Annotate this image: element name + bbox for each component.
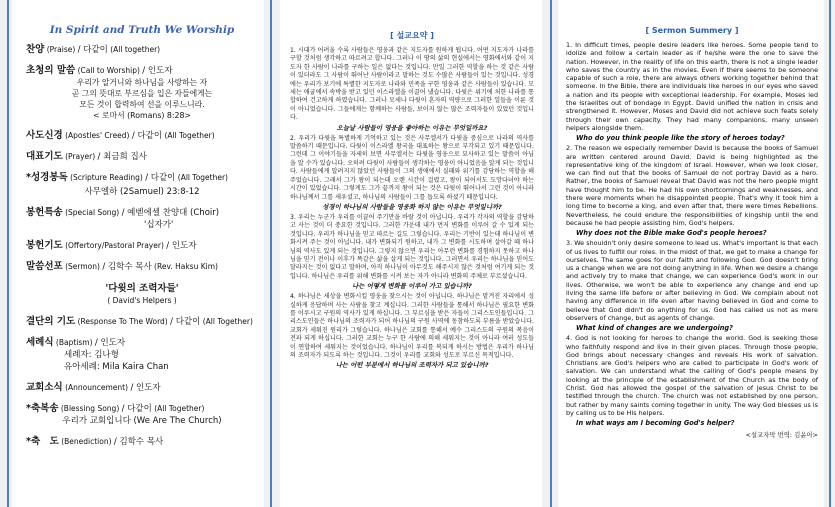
korean-question-3: 나는 어떻게 변화를 이루어 가고 있습니까? — [352, 282, 472, 291]
english-summary-heading: [ Sermon Summery ] — [645, 26, 739, 35]
item-offertory-prayer: 봉헌기도 (Offertory/Pastoral Prayer) / 인도자 — [26, 240, 197, 251]
blessing-song-title: 우리가 교회입니다 (We Are The Church) — [62, 416, 222, 426]
item-call-to-worship: 초청의 말씀 (Call to Worship) / 인도자 우리가 알거니와 하나님을 사랑하는 자 곧 그의 뜻대로 부르심을 입은 자들에게는 모든 것이 합력하여 선을 이루느니라. < 로마서 (Romans) 8:28> — [26, 65, 258, 121]
english-paragraph-2: 2. The reason we especially remember David is because the books of Samuel are written centered around David. David is being highlighted as the representative king of the kingdom of Israel. However, when we look closer, we can find out that the books of Samuel do not portray David as a hero. Rather, the books of Samuel reveal that David was not the hero people might have thought him to be. He had his own shortcomings and weaknesses, and there were moments when he disappointed people. That's why it took him a long time to become a king, and even after that, there were times Rebellions. Nevertheless, he could endure the responsibilities of kingship until the end because he had people assisting him, God's helpers. — [566, 144, 818, 227]
item-scripture-reading: *성경봉독 (Scripture Reading) / 다같이 (All Together) 사무엘하 (2Samuel) 23:8-12 — [26, 172, 258, 198]
korean-paragraph-3: 3. 우리는 누군가 우리를 이끌어 주기만을 바랄 것이 아닙니다. 우리가 각자의 역할을 감당하고 사는 것이 더 중요한 것입니다. 그러한 가운데 내가 먼저 변화를 이루어 갈 수 있게 되는 것입니다. 우리가 하나님을 믿고 따르는 길도 그렇습니다. 우리는 기반이 있는데 하나님이 변화시켜 주는 것이 아닙니다. 내가 변화되기 원하고, 내가 그 변화를 시도하며 살아갈 때 하나님의 역사도 있게 되는 것입니다. 그렇지 않으면 우리는 아무런 변화를 경험하지 못하고 하나님을 믿기 전이나 이후가 똑같은 삶을 살게 되는 것입니다. 그러면서 우리는 하나님을 믿어도 달라지는 것이 없다고 말하며, 아직 하나님이 아무것도 해주시지 않은 것처럼 여기게 되는 것입니다. 하나님은 우리를 위해 변화를 시켜 보는 자가 아니라 변화의 주체로 부르셨습니다. — [290, 213, 534, 280]
english-paragraph-4: 4. God is not looking for heroes to change the world. God is seeking those who faithfully respond and live in their given places. Through those people, God brings about necessary changes and reveals His work of salvation. Christians are God's helpers who are called to participate in God's work of salvation. We can understand what the calling of God's people means by looking at the principle of the establishment of the Church as the body of Christ. God has allowed the gospel of the salvation of Jesus Christ to be testified through the church. The church was not established by one person, but rather by many saints coming together in unity. The way God blesses us is by calling us to be His helpers. — [566, 334, 818, 417]
item-benediction: *축 도 (Benediction) / 김학수 목사 — [26, 436, 164, 447]
column-divider — [829, 0, 831, 507]
item-blessing-song: *축복송 (Blessing Song) / 다같이 (All Together) 우리가 교회입니다 (We Are The Church) — [26, 403, 258, 427]
korean-summary-heading: [ 설교요약 ] — [390, 31, 434, 40]
english-paragraph-1: 1. In difficult times, people desire leaders like heroes. Some people tend to idolize and follow a certain leader as if he/she were the one to save the nation. However, in the reality of life on this earth, there is not a single leader who saves the country as in the movies. Even if there seems to be someone capable of such a role, there are always others working together behind that someone. In the Bible, there are individuals like heroes in our eyes who saved a nation and its people with exceptional leadership. For example, Moses led the Israelites out of bondage in Egypt. David unified the nation in crisis and strengthened it. However, Moses and David did not achieve such feats solely through their own capacity. They had many companions, many unseen helpers alongside them. — [566, 41, 818, 132]
item-praise: 찬양 (Praise) / 다같이 (All together) — [26, 44, 161, 55]
column-divider — [550, 0, 552, 507]
korean-question-2: 성경이 하나님의 사람들을 영웅화 하지 않는 이유는 무엇일니까? — [322, 202, 502, 211]
item-special-song: 봉헌특송 (Special Song) / 예벧에셀 찬양대 (Choir) '십자가' — [26, 207, 258, 231]
sermon-title-english: ( David's Helpers ) — [107, 296, 177, 305]
call-verse: 우리가 알거니와 하나님을 사랑하는 자 곧 그의 뜻대로 부르심을 입은 자들에게는 모든 것이 합력하여 선을 이루느니라. < 로마서 (Romans) 8:28> — [71, 78, 213, 120]
order-of-worship-column — [12, 0, 264, 507]
infant-baptism-candidate: 유아세례: Mila Kaira Chan — [64, 362, 169, 372]
korean-paragraph-1: 1. 시대가 어려울 수록 사람들은 영웅과 같은 지도자를 원하게 됩니다. 어떤 지도자가 나라를 구할 것처럼 생각하고 따르려고 합니다. 그러나 이 땅의 삶의 현실에서는 영화에서와 같이 지도자 한 사람이 나라를 구하는 일은 없다는 것입니다. 만일 그러한 역할을 하는 것 같은 사람이 있더라도 그 사람이 뛰어난 사람이라고 말하는 것도 수많은 사람들이 있는 것입니다. 성경에는 우리가 보기에 특별한 지도자로 나라와 민족을 구한 영웅과 같은 사람들이 있습니다. 모세는 애굽에서 속박을 받고 있던 이스라엘을 이끌어 냈습니다. 다윗은 위기에 처한 나라를 통합하여 건고하게 하였습니다. 그러나 모세나 다윗이 혼자의 역량으로 그러한 일들을 이룬 것이 아니었습니다. 그들에게는 함께하는 사람들, 보이지 않는 많은 조력자들이 있었던 것입니다. — [290, 47, 534, 122]
column-divider — [270, 0, 272, 507]
korean-question-1: 오늘날 사람들이 영웅을 좋아하는 이유는 무엇일까요? — [336, 123, 488, 132]
english-question-3: What kind of changes are we undergoing? — [576, 324, 733, 333]
sermon-title: '다윗의 조력자들' — [105, 283, 179, 294]
item-sermon: 말씀선포 (Sermon) / 김학수 목사 (Rev. Haksu Kim) '다윗의 조력자들' ( David's Helpers ) — [26, 261, 258, 307]
scripture-reference: 사무엘하 (2Samuel) 23:8-12 — [84, 187, 200, 197]
english-question-4: In what ways am I becoming God's helper? — [576, 419, 735, 428]
translator-credit: <설교자막 번역: 김윤아> — [745, 431, 818, 440]
english-question-2: Why does not the Bible make God's people heroes? — [576, 229, 767, 238]
special-song-title: '십자가' — [144, 220, 174, 230]
korean-paragraph-4: 4. 하나님은 세상을 변화시킬 영웅을 찾으시는 것이 아닙니다. 하나님은 맡겨진 자리에서 성실하게 응답하며 사는 사람을 찾고 계십니다. 그러한 사람들을 통해서 하나님은 필요한 변화를 이루시고 구원의 역사가 있게 하십니다. 그 부르심을 받은 자들이 그리스도인들입니다. 그리스도인들은 하나님의 조력자가 되어 하나님의 구원 사역에 동참하도록 부름을 받았습니다. 교회가 세워진 원리가 그렇습니다. 하나님은 교회를 통해서 예수 그리스도의 구원의 복음이 전파 되게 하십니다. 그러한 교회는 누구 한 사람에 의해 세워지는 것이 아니라 여러 성도들이 연합하여 세워지는 것이었습니다. 하나님이 우리를 복되게 하시는 방법은 우리가 하나님의 조력자가 되도록 하는 것입니다. 그것이 우리를 교회와 성도로 부르신 목적입니다. — [290, 293, 534, 359]
item-apostles-creed: 사도신경 (Apostles' Creed) / 다같이 (All Together) — [26, 130, 215, 141]
baptism-candidate: 세례자: 김나형 — [64, 350, 119, 360]
item-announcement: 교회소식 (Announcement) / 인도자 — [26, 382, 161, 393]
english-paragraph-3: 3. We shouldn't only desire someone to lead us. What's important is that each of us lives to fulfill our roles. In the midst of that, we get to make a change for ourselves. The same goes for our faith and following God. God doesn't bring us a change when we are not doing anything in life. When we desire a change and actively try to make that change, we can experience God's work in our lives. Otherwise, we won't be able to experience any change and end up living the same life before or after believing in God. We complain about not having any difference in life even after having believed in God and come to believe that God didn't do anything for us. God has called us not as mere observers of change, but as agents of change. — [566, 239, 818, 322]
korean-sermon-summary-column — [280, 0, 542, 507]
english-question-1: Who do you think people like the story of heroes today? — [576, 134, 785, 143]
item-response: 결단의 기도 (Response To The Word) / 다같이 (All Together) — [26, 316, 253, 327]
worship-title: In Spirit and Truth We Worship — [49, 24, 235, 36]
item-prayer: 대표기도 (Prayer) / 최금희 집사 — [26, 151, 147, 162]
korean-question-4: 나는 어떤 부분에서 하나님의 조력자가 되고 있습니까? — [335, 361, 489, 370]
column-divider — [7, 0, 9, 507]
english-sermon-summary-column — [558, 0, 824, 507]
korean-paragraph-2: 2. 우리가 다윗을 특별하게 기억하고 있는 것은 사무엘서가 다윗을 중심으로 나라의 역사를 말씀하기 때문입니다. 다윗이 이스라엘 왕국을 대표하는 왕으로 부각되고 있기 때문입니다. 그런데 그 이야기들을 자세히 보면 사무엘서는 다윗을 영웅으로 묘사하고 있는 말씀이 아님을 알 수가 있습니다. 오히려 다윗이 사람들이 생각하는 영웅이 아니었음을 알게 되는 것입니다. 사람들에게 알려지지 않았던 사람들이 그의 생애에서 실패와 위기를 감당하는 역할을 해 주었습니다. 그래서 그가 왕이 되는데 오랜 시간이 걸렸고, 왕이 되어서도 도망다녀야 하는 시간이 있었습니다. 그렇게도 그가 끝까지 왕이 되는 것은 다윗이 뛰어나서 그런 것이 아니라 하나님께서 그를 세우셨고, 하나님의 사람들이 그를 돕도록 하셨기 때문입니다. — [290, 134, 534, 201]
item-baptism: 세례식 (Baptism) / 인도자 세례자: 김나형 유아세례: Mila Kaira Chan — [26, 337, 258, 373]
